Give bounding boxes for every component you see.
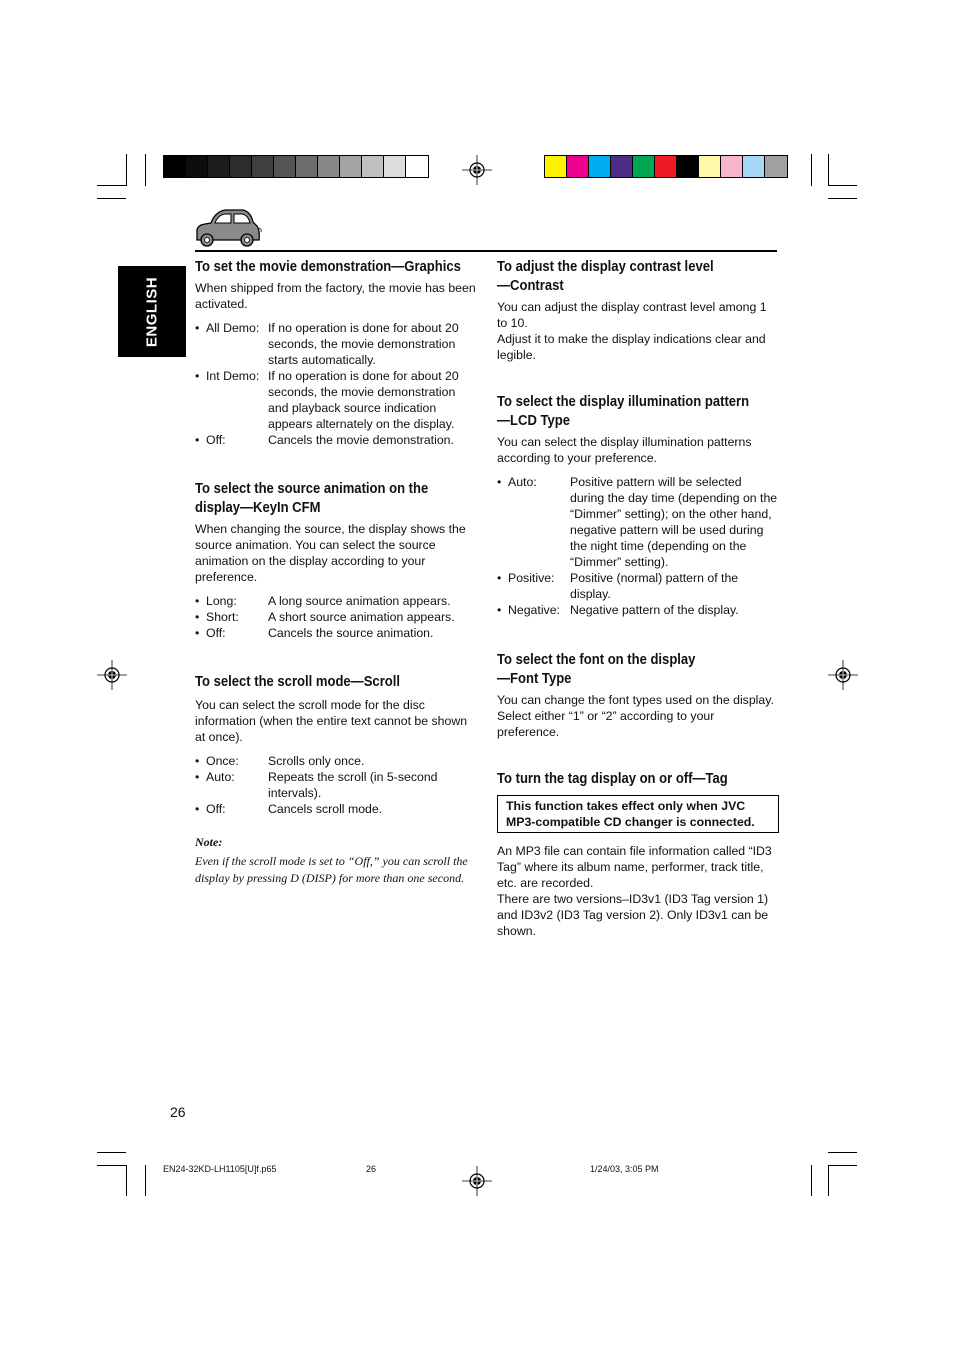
option-key: Once: [206,754,239,768]
section-text: An MP3 file can contain file information called “ID3 Tag” where its album name, performer, track title, etc. are recorded. [497,844,772,890]
cmyk-color-bar [544,155,788,178]
bullet: • [195,754,200,768]
section-scroll [195,673,477,886]
color-swatch [164,156,186,177]
section-keyin [195,480,477,641]
section-intro: When changing the source, the display shows the source animation. You can select the source animation on the display according to your preference. [195,522,466,584]
crop-mark [145,1165,146,1196]
registration-mark-icon [97,660,127,690]
crop-mark [828,154,829,186]
crop-mark [828,185,857,186]
option-key: All Demo: [206,321,260,335]
registration-mark-icon [828,660,858,690]
crop-mark [97,185,126,186]
crop-mark [145,154,146,186]
section-title [497,393,776,431]
option-list [497,474,779,618]
color-swatch [721,156,743,177]
option-item [195,320,477,368]
section-text: Adjust it to make the display indications clear and legible. [497,332,766,362]
section-graphics [195,258,477,448]
title-line: To select the display illumination pattern [497,394,750,410]
option-text: Cancels scroll mode. [268,802,383,816]
option-item [497,602,779,618]
color-swatch [633,156,655,177]
footer-page: 26 [366,1164,377,1174]
section-text: You can adjust the display contrast level among 1 to 10. [497,300,767,330]
language-tab [118,266,186,357]
color-swatch [318,156,340,177]
bullet: • [195,594,200,608]
crop-mark [828,1165,857,1166]
bullet: • [195,610,200,624]
grayscale-color-bar [163,155,429,178]
option-key: Long: [206,594,237,608]
option-text: If no operation is done for about 20 seconds, the movie demonstration starts automatically. [268,321,459,367]
option-text: Repeats the scroll (in 5-second intervals). [268,770,438,800]
color-swatch [589,156,611,177]
crop-mark [811,154,812,186]
option-key: Off: [206,802,226,816]
color-swatch [384,156,406,177]
bullet: • [497,571,502,585]
section-intro: You can select the display illumination patterns according to your preference. [497,435,752,465]
option-text: A long source animation appears. [268,594,451,608]
bullet: • [195,321,200,335]
color-swatch [406,156,428,177]
left-column [195,258,477,886]
title-line: To adjust the display contrast level [497,259,714,275]
option-key: Auto: [508,475,537,489]
crop-mark [126,1165,127,1196]
section-lcd-type [497,393,779,618]
option-item [195,432,477,448]
title-line: To select the font on the display [497,652,696,668]
car-icon [193,206,265,248]
option-item [497,570,779,602]
color-swatch [743,156,765,177]
color-swatch [362,156,384,177]
header-rule [195,250,777,252]
option-item [195,593,477,609]
bullet: • [195,433,200,447]
title-line: —LCD Type [497,413,570,429]
option-key: Negative: [508,603,560,617]
color-swatch [252,156,274,177]
registration-mark-icon [462,1166,492,1196]
section-title: To select the scroll mode—Scroll [195,674,401,690]
notice-box: This function takes effect only when JVC MP3-compatible CD changer is connected. [497,795,779,833]
option-text: Cancels the source animation. [268,626,434,640]
color-swatch [186,156,208,177]
note-heading: Note: [195,835,223,849]
color-swatch [274,156,296,177]
section-title [497,258,776,296]
color-swatch [655,156,677,177]
color-swatch [545,156,567,177]
color-swatch [699,156,721,177]
option-item [497,474,779,570]
bullet: • [195,770,200,784]
bullet: • [195,802,200,816]
option-text: Scrolls only once. [268,754,365,768]
option-item [195,609,477,625]
bullet: • [497,475,502,489]
color-swatch [765,156,787,177]
footer-filename: EN24-32KD-LH1105[U]f.p65 [163,1164,277,1174]
option-list [195,593,477,641]
title-line: —Contrast [497,278,564,294]
section-title: To turn the tag display on or off—Tag [497,771,728,787]
crop-mark [811,1165,812,1196]
bullet: • [195,369,200,383]
color-swatch [340,156,362,177]
section-title: To set the movie demonstration—Graphics [195,259,461,275]
language-tab-label: ENGLISH [143,276,161,347]
crop-mark [97,1165,126,1166]
title-line: To select the source animation on the [195,481,429,497]
option-text: Cancels the movie demonstration. [268,433,454,447]
section-intro: When shipped from the factory, the movie has been activated. [195,281,476,311]
option-key: Short: [206,610,239,624]
color-swatch [230,156,252,177]
option-list [195,320,477,448]
color-swatch [677,156,699,177]
section-contrast [497,258,779,363]
crop-mark [828,1165,829,1196]
option-key: Positive: [508,571,555,585]
option-text: If no operation is done for about 20 seconds, the movie demonstration and playback source indication appears alternately on the display. [268,369,459,431]
section-text: There are two versions–ID3v1 (ID3 Tag version 1) and ID3v2 (ID3 Tag version 2). Only ID3v1 can be shown. [497,892,769,938]
right-column [497,258,779,939]
crop-mark [126,154,127,186]
color-swatch [567,156,589,177]
footer-date: 1/24/03, 3:05 PM [590,1164,659,1174]
option-text: Positive pattern will be selected during the day time (depending on the “Dimmer” setting); on the other hand, negative pattern will be used during the night time (depending on the “Dimmer” setting). [570,475,778,569]
option-item [195,801,477,817]
crop-mark [97,1152,126,1153]
registration-mark-icon [462,155,492,185]
page-number: 26 [170,1104,186,1120]
color-swatch [296,156,318,177]
title-line: —Font Type [497,671,572,687]
bullet: • [195,626,200,640]
note-text: Even if the scroll mode is set to “Off,” you can scroll the display by pressing D (DISP) for more than one second. [195,854,468,885]
section-title [195,480,474,518]
title-line: display—KeyIn CFM [195,500,321,516]
option-key: Off: [206,433,226,447]
option-item [195,753,477,769]
option-text: Negative pattern of the display. [570,603,739,617]
option-key: Int Demo: [206,369,260,383]
section-font-type [497,651,779,740]
crop-mark [97,198,126,199]
option-key: Auto: [206,770,235,784]
option-item [195,625,477,641]
section-text: You can change the font types used on the display. Select either “1” or “2” according to your preference. [497,693,774,739]
color-swatch [611,156,633,177]
section-title [497,651,776,689]
crop-mark [828,198,857,199]
crop-mark [828,1152,857,1153]
option-list [195,753,477,817]
option-text: Positive (normal) pattern of the display. [570,571,739,601]
option-text: A short source animation appears. [268,610,455,624]
option-item [195,368,477,432]
option-key: Off: [206,626,226,640]
option-item [195,769,477,801]
bullet: • [497,603,502,617]
color-swatch [208,156,230,177]
section-tag [497,770,779,939]
section-intro: You can select the scroll mode for the disc information (when the entire text cannot be shown at once). [195,698,468,744]
